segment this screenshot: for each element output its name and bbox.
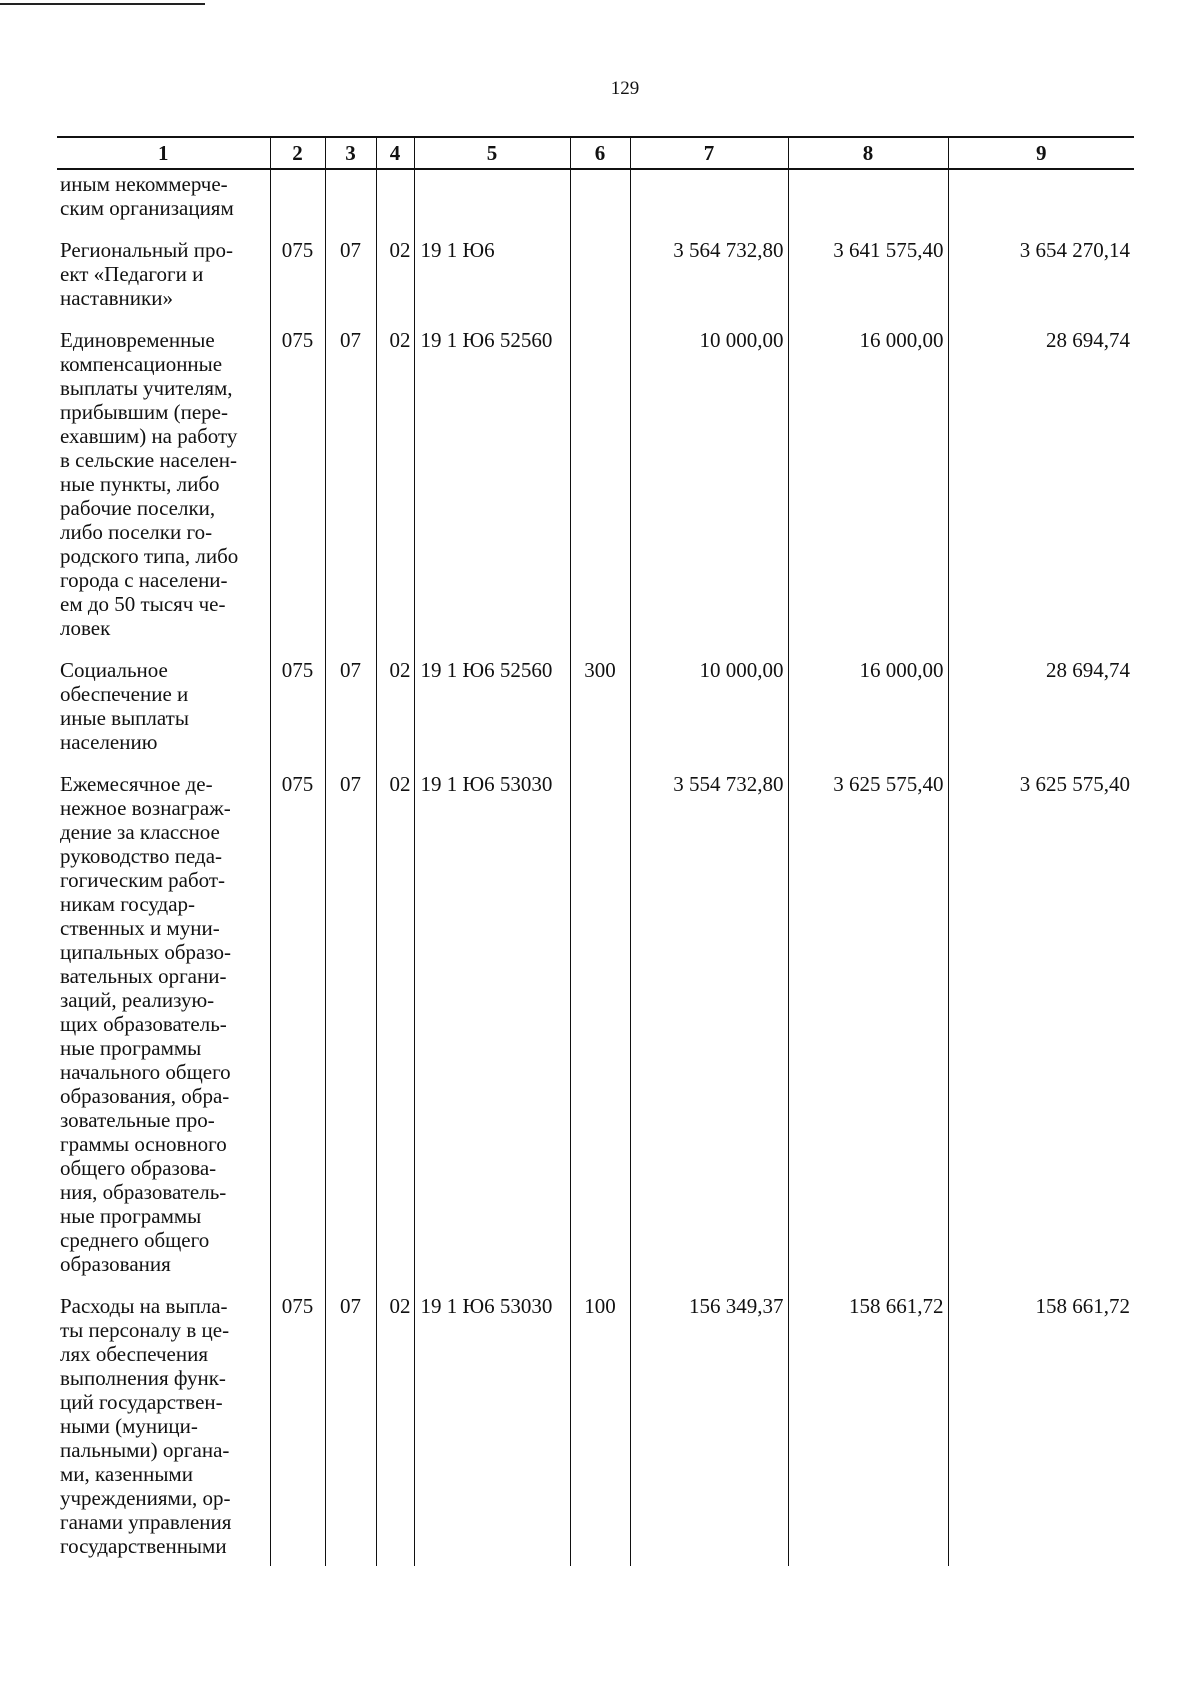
cell-amount-year-2: 16 000,00 [788,328,948,658]
cell-item-name [57,658,270,772]
item-name-line: образования, обра- [60,1084,230,1108]
item-name-line: прибывшим (пере- [60,400,228,424]
item-name-line: ными (муници- [60,1414,198,1438]
item-name-line: выполнения функ- [60,1366,226,1390]
cell-amount-year-2: 158 661,72 [788,1294,948,1566]
page-number: 129 [610,78,640,99]
item-name-line: щих образователь- [60,1012,227,1036]
item-name-line: учреждениями, ор- [60,1486,231,1510]
cell-amount-year-3: 3 654 270,14 [948,238,1134,328]
cell-expense-type: 300 [570,658,630,772]
item-name-line: ципальных образо- [60,940,232,964]
header-col-6: 6 [570,137,630,169]
item-name-line: заций, реализую- [60,988,215,1012]
cell-target-article: 19 1 Ю6 52560 [414,658,570,772]
header-col-1: 1 [57,137,270,169]
cell-amount-year-1: 3 554 732,80 [630,772,788,1294]
item-name-line: компенсационные [60,352,223,376]
cell-subsection: 02 [376,658,414,772]
item-name-line: иные выплаты [60,706,189,730]
item-name-line: ганами управления [60,1510,232,1534]
item-name-line: образования [60,1252,171,1276]
cell-amount-year-1 [630,169,788,238]
cell-expense-type [570,169,630,238]
cell-section: 07 [325,1294,376,1566]
item-name-line: иным некоммерче- [60,172,228,196]
item-name-line: среднего общего [60,1228,210,1252]
cell-target-article: 19 1 Ю6 [414,238,570,328]
header-col-2: 2 [270,137,325,169]
cell-item-name [57,1294,270,1566]
cell-subsection: 02 [376,772,414,1294]
item-name-line: начального общего [60,1060,231,1084]
cell-ministry-code: 075 [270,1294,325,1566]
cell-item-name [57,328,270,658]
cell-amount-year-2: 16 000,00 [788,658,948,772]
budget-table [57,136,1134,1566]
cell-target-article: 19 1 Ю6 53030 [414,772,570,1294]
cell-ministry-code: 075 [270,658,325,772]
cell-target-article [414,169,570,238]
cell-amount-year-1: 3 564 732,80 [630,238,788,328]
cell-amount-year-2: 3 641 575,40 [788,238,948,328]
table-row [57,1294,1134,1566]
header-col-5: 5 [414,137,570,169]
cell-amount-year-2: 3 625 575,40 [788,772,948,1294]
cell-section: 07 [325,772,376,1294]
item-name-line: ект «Педагоги и [60,262,204,286]
cell-amount-year-1: 156 349,37 [630,1294,788,1566]
cell-expense-type [570,238,630,328]
header-col-7: 7 [630,137,788,169]
cell-subsection: 02 [376,1294,414,1566]
cell-ministry-code: 075 [270,238,325,328]
table-row [57,238,1134,328]
cell-expense-type [570,772,630,1294]
cell-item-name [57,772,270,1294]
cell-ministry-code: 075 [270,328,325,658]
item-name-line: ные пункты, либо [60,472,220,496]
item-name-line: ем до 50 тысяч че- [60,592,226,616]
table-body [57,169,1134,1566]
cell-amount-year-3 [948,169,1134,238]
item-name-line: либо поселки го- [60,520,213,544]
item-name-line: дение за классное [60,820,220,844]
cell-subsection: 02 [376,328,414,658]
item-name-line: населению [60,730,158,754]
item-name-line: Ежемесячное де- [60,772,213,796]
cell-section: 07 [325,658,376,772]
cell-expense-type [570,328,630,658]
cell-expense-type: 100 [570,1294,630,1566]
cell-subsection [376,169,414,238]
table-row [57,328,1134,658]
item-name-line: лях обеспечения [60,1342,209,1366]
cell-subsection: 02 [376,238,414,328]
item-name-line: пальными) органа- [60,1438,230,1462]
table-row [57,772,1134,1294]
item-name-line: рабочие поселки, [60,496,216,520]
item-name-line: ния, образователь- [60,1180,227,1204]
item-name-line: никам государ- [60,892,196,916]
cell-item-name [57,238,270,328]
table-row [57,658,1134,772]
cell-ministry-code: 075 [270,772,325,1294]
cell-amount-year-1: 10 000,00 [630,658,788,772]
cell-amount-year-3: 28 694,74 [948,328,1134,658]
item-name-line: города с населени- [60,568,228,592]
item-name-line: ственных и муни- [60,916,220,940]
header-col-3: 3 [325,137,376,169]
item-name-line: граммы основного [60,1132,227,1156]
item-name-line: ми, казенными [60,1462,193,1486]
item-name-line: нежное вознаграж- [60,796,231,820]
item-name-line: ций государствен- [60,1390,223,1414]
header-col-4: 4 [376,137,414,169]
cell-amount-year-1: 10 000,00 [630,328,788,658]
item-name-line: наставники» [60,286,173,310]
item-name-line: ные программы [60,1036,202,1060]
item-name-line: обеспечение и [60,682,189,706]
cell-ministry-code [270,169,325,238]
item-name-line: в сельские населен- [60,448,237,472]
item-name-line: ехавшим) на работу [60,424,238,448]
cell-section: 07 [325,238,376,328]
item-name-line: ты персоналу в це- [60,1318,230,1342]
item-name-line: родского типа, либо [60,544,239,568]
item-name-line: ловек [60,616,111,640]
item-name-line: государственными [60,1534,227,1558]
item-name-line: ским организациям [60,196,234,220]
cell-amount-year-3: 158 661,72 [948,1294,1134,1566]
item-name-line: Региональный про- [60,238,233,262]
item-name-line: Единовременные [60,328,215,352]
scan-edge-line [0,3,205,5]
item-name-line: зовательные про- [60,1108,215,1132]
cell-item-name [57,169,270,238]
cell-amount-year-2 [788,169,948,238]
cell-target-article: 19 1 Ю6 52560 [414,328,570,658]
item-name-line: общего образова- [60,1156,217,1180]
header-col-9: 9 [948,137,1134,169]
header-col-8: 8 [788,137,948,169]
cell-amount-year-3: 28 694,74 [948,658,1134,772]
item-name-line: выплаты учителям, [60,376,233,400]
cell-target-article: 19 1 Ю6 53030 [414,1294,570,1566]
item-name-line: Социальное [60,658,168,682]
cell-section: 07 [325,328,376,658]
table-header-row [57,137,1134,169]
cell-section [325,169,376,238]
table-row [57,169,1134,238]
item-name-line: вательных органи- [60,964,227,988]
item-name-line: Расходы на выпла- [60,1294,228,1318]
item-name-line: руководство педа- [60,844,223,868]
item-name-line: гогическим работ- [60,868,226,892]
cell-amount-year-3: 3 625 575,40 [948,772,1134,1294]
item-name-line: ные программы [60,1204,202,1228]
